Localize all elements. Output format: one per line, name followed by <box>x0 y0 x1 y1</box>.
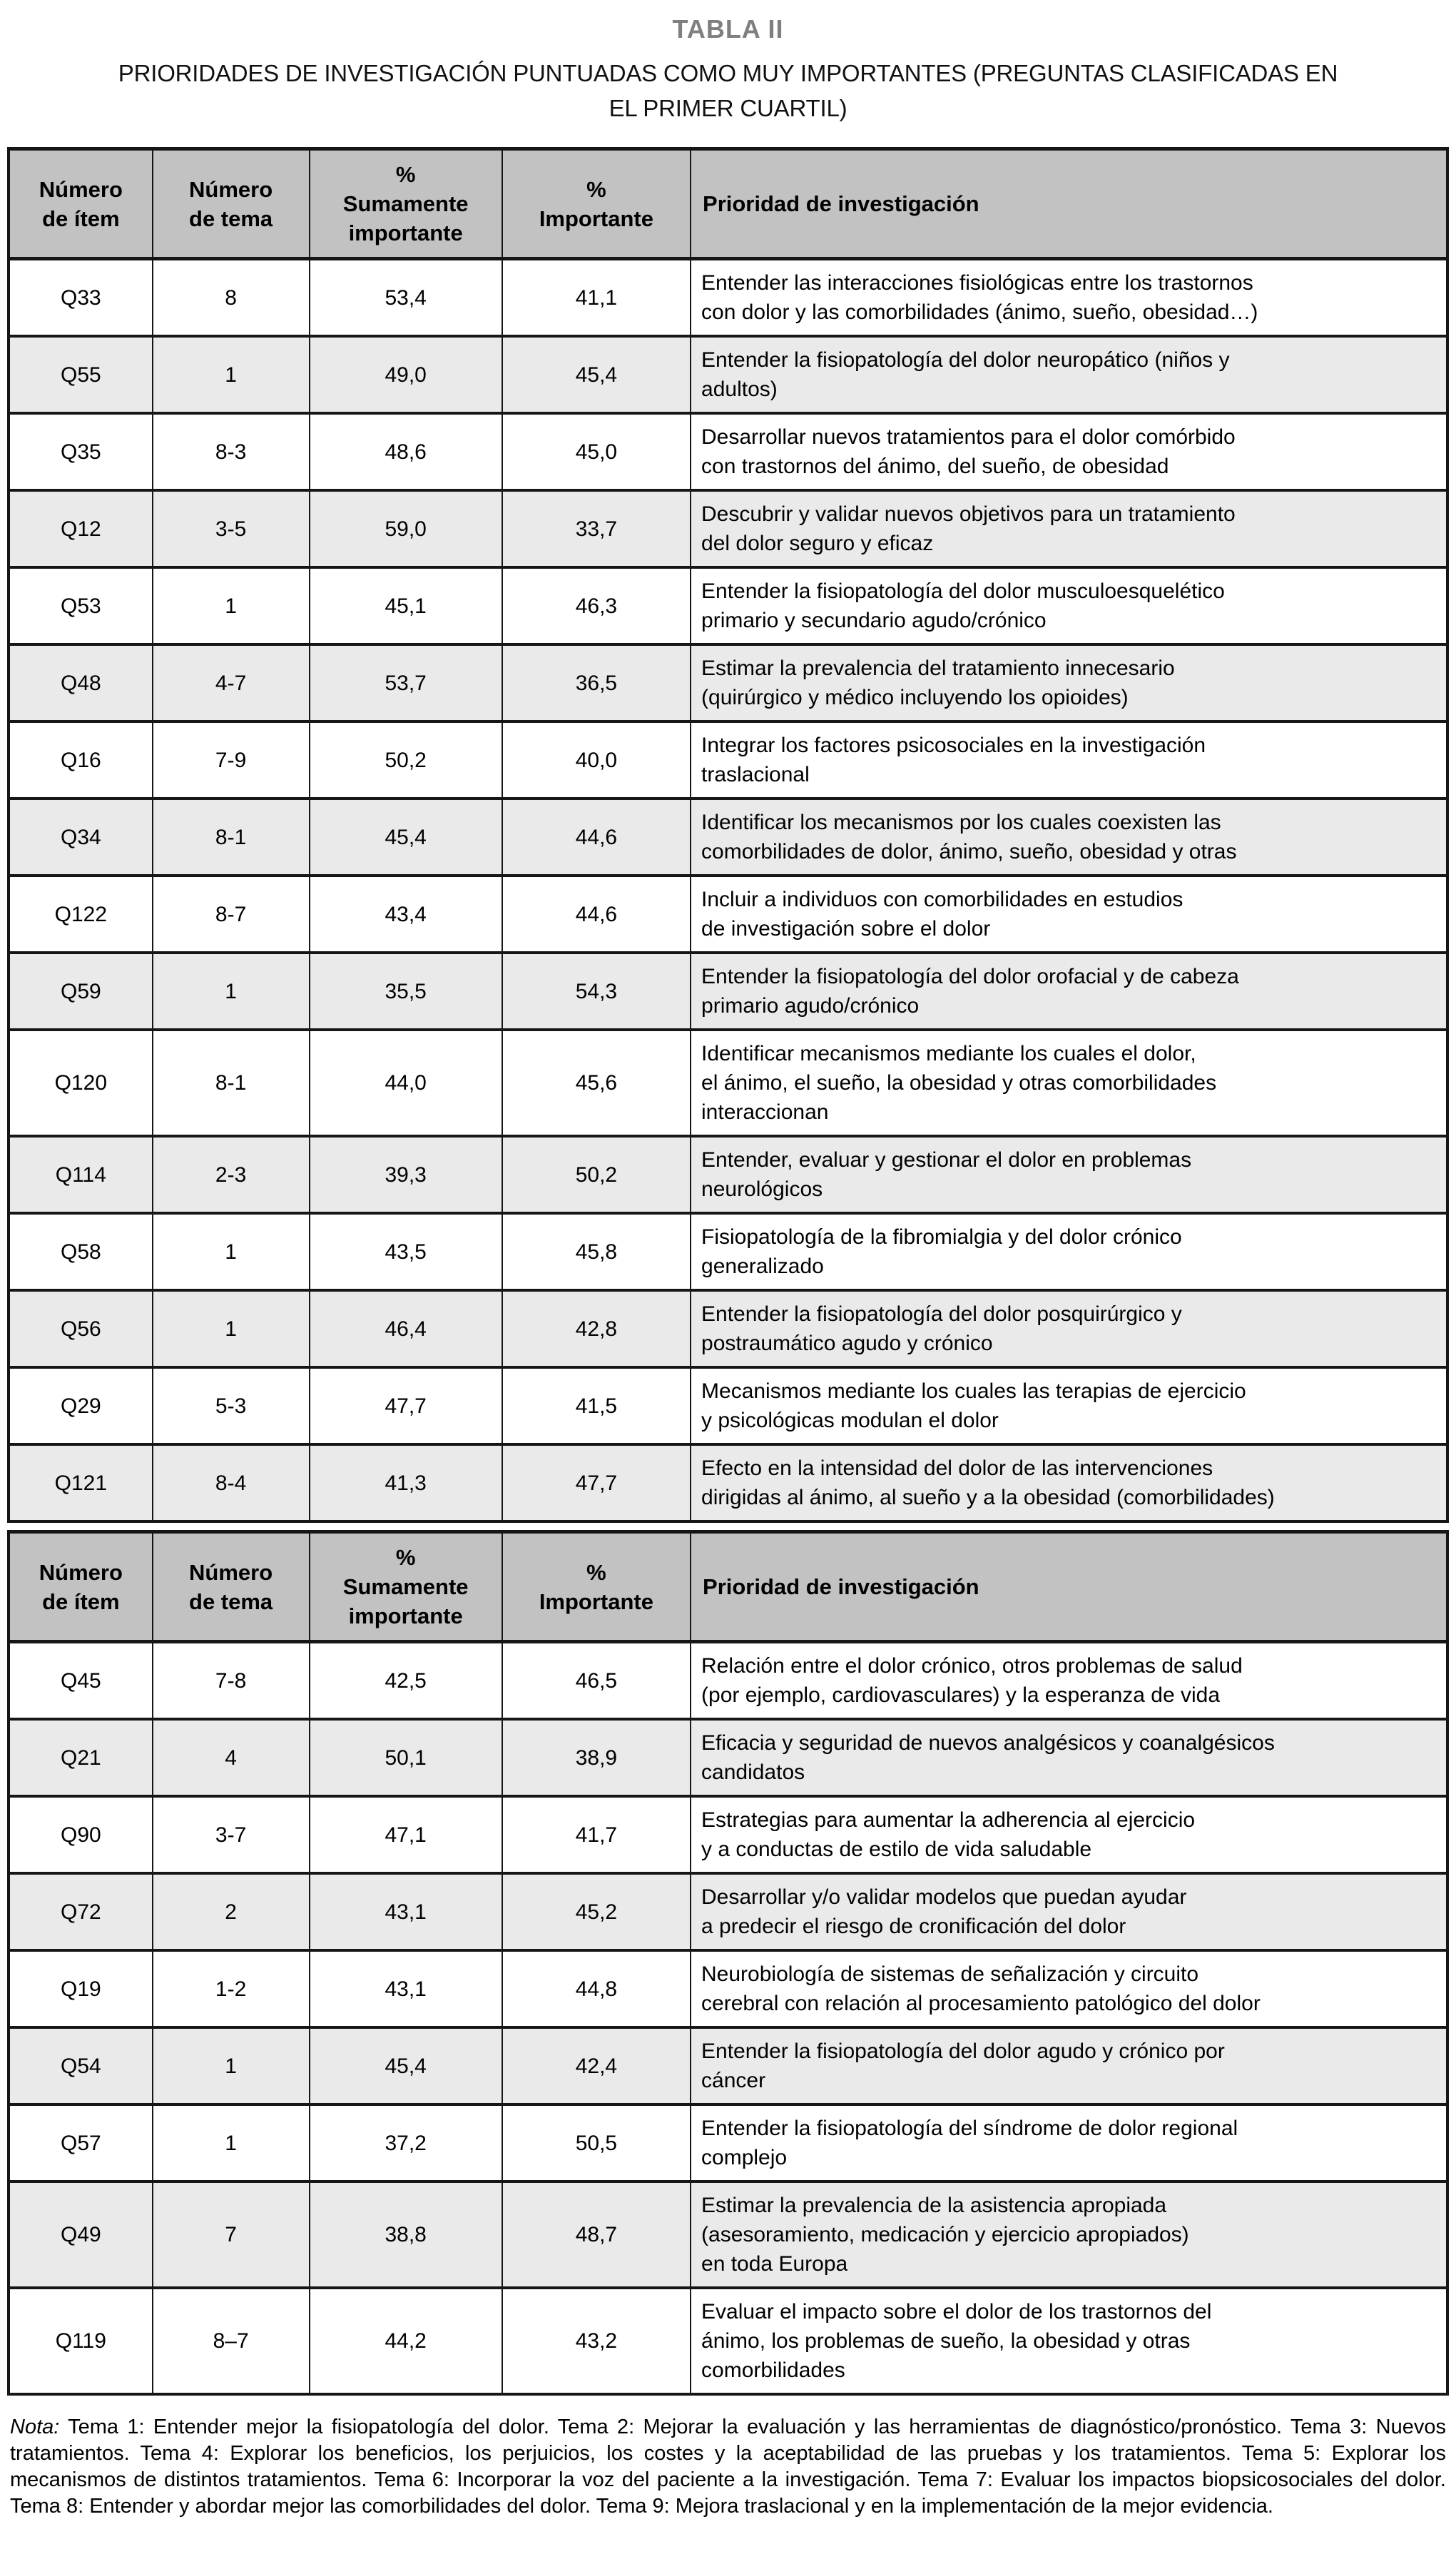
table-row <box>9 413 1447 490</box>
cell-numero-item: Q21 <box>9 1719 153 1796</box>
cell-pct-sumamente-importante: 43,1 <box>310 1873 502 1950</box>
cell-prioridad-investigacion: Incluir a individuos con comorbilidades en estudios de investigación sobre el dolor <box>691 876 1447 953</box>
cell-numero-tema: 1 <box>153 1290 310 1367</box>
header-prioridad-investigacion: Prioridad de investigación <box>691 149 1447 259</box>
cell-numero-item: Q29 <box>9 1367 153 1444</box>
priorities-table-part-1 <box>7 147 1449 1523</box>
cell-prioridad-investigacion: Desarrollar y/o validar modelos que puedan ayudar a predecir el riesgo de cronificación del dolor <box>691 1873 1447 1950</box>
cell-prioridad-investigacion: Descubrir y validar nuevos objetivos para un tratamiento del dolor seguro y eficaz <box>691 490 1447 567</box>
cell-pct-sumamente-importante: 41,3 <box>310 1444 502 1521</box>
cell-prioridad-investigacion: Entender la fisiopatología del síndrome de dolor regional complejo <box>691 2104 1447 2182</box>
cell-numero-item: Q33 <box>9 259 153 337</box>
table-row <box>9 1873 1447 1950</box>
footnote-text: Tema 1: Entender mejor la fisiopatología del dolor. Tema 2: Mejorar la evaluación y las herramientas de diagnóstico/pronóstico. Tema 3: Nuevos tratamientos. Tema 4: Explorar los beneficios, los perjuicios, los costes y la aceptabilidad de las pruebas y los tratamientos. Tema 5: Explorar los mecanismos de distintos tratamientos. Tema 6: Incorporar la voz del paciente a la investigación. Tema 7: Evaluar los impactos biopsicosociales del dolor. Tema 8: Entender y abordar mejor las comorbilidades del dolor. Tema 9: Mejora traslacional y en la implementación de la mejor evidencia. <box>10 2416 1446 2518</box>
cell-prioridad-investigacion: Identificar los mecanismos por los cuales coexisten las comorbilidades de dolor, ánimo, sueño, obesidad y otras <box>691 799 1447 876</box>
cell-numero-tema: 1 <box>153 2104 310 2182</box>
header-numero-tema: Número de tema <box>153 149 310 259</box>
cell-numero-item: Q120 <box>9 1030 153 1136</box>
cell-prioridad-investigacion: Eficacia y seguridad de nuevos analgésicos y coanalgésicos candidatos <box>691 1719 1447 1796</box>
cell-numero-tema: 4-7 <box>153 644 310 721</box>
priorities-table-part-2 <box>7 1530 1449 2396</box>
cell-pct-importante: 47,7 <box>502 1444 691 1521</box>
cell-numero-item: Q114 <box>9 1136 153 1213</box>
header-pct-sumamente-importante: % Sumamente importante <box>310 149 502 259</box>
cell-pct-importante: 50,5 <box>502 2104 691 2182</box>
cell-numero-item: Q59 <box>9 953 153 1030</box>
header-prioridad-investigacion: Prioridad de investigación <box>691 1532 1447 1642</box>
cell-pct-importante: 41,7 <box>502 1796 691 1873</box>
cell-pct-sumamente-importante: 53,7 <box>310 644 502 721</box>
cell-pct-sumamente-importante: 45,4 <box>310 799 502 876</box>
cell-numero-tema: 8-7 <box>153 876 310 953</box>
cell-pct-sumamente-importante: 44,2 <box>310 2288 502 2394</box>
cell-pct-importante: 36,5 <box>502 644 691 721</box>
cell-numero-item: Q45 <box>9 1642 153 1720</box>
cell-pct-importante: 38,9 <box>502 1719 691 1796</box>
cell-pct-sumamente-importante: 38,8 <box>310 2182 502 2288</box>
header-pct-sumamente-importante: % Sumamente importante <box>310 1532 502 1642</box>
cell-pct-importante: 45,2 <box>502 1873 691 1950</box>
table-row <box>9 1136 1447 1213</box>
table-row <box>9 1796 1447 1873</box>
cell-prioridad-investigacion: Entender la fisiopatología del dolor posquirúrgico y postraumático agudo y crónico <box>691 1290 1447 1367</box>
cell-pct-importante: 44,6 <box>502 799 691 876</box>
cell-pct-importante: 45,0 <box>502 413 691 490</box>
cell-pct-importante: 44,8 <box>502 1950 691 2027</box>
cell-prioridad-investigacion: Entender la fisiopatología del dolor musculoesquelético primario y secundario agudo/crónico <box>691 567 1447 644</box>
table-row <box>9 567 1447 644</box>
table-row <box>9 336 1447 413</box>
table-title: TABLA II <box>672 14 784 44</box>
header-pct-importante: % Importante <box>502 1532 691 1642</box>
cell-prioridad-investigacion: Mecanismos mediante los cuales las terapias de ejercicio y psicológicas modulan el dolor <box>691 1367 1447 1444</box>
cell-prioridad-investigacion: Desarrollar nuevos tratamientos para el dolor comórbido con trastornos del ánimo, del sueño, de obesidad <box>691 413 1447 490</box>
header-pct-importante: % Importante <box>502 149 691 259</box>
cell-numero-item: Q35 <box>9 413 153 490</box>
cell-numero-tema: 8 <box>153 259 310 337</box>
cell-prioridad-investigacion: Efecto en la intensidad del dolor de las intervenciones dirigidas al ánimo, al sueño y a la obesidad (comorbilidades) <box>691 1444 1447 1521</box>
table-row <box>9 1367 1447 1444</box>
cell-numero-item: Q48 <box>9 644 153 721</box>
cell-prioridad-investigacion: Identificar mecanismos mediante los cuales el dolor, el ánimo, el sueño, la obesidad y otras comorbilidades interaccionan <box>691 1030 1447 1136</box>
cell-pct-sumamente-importante: 50,1 <box>310 1719 502 1796</box>
cell-numero-tema: 2 <box>153 1873 310 1950</box>
table-row <box>9 1950 1447 2027</box>
cell-pct-sumamente-importante: 44,0 <box>310 1030 502 1136</box>
cell-numero-tema: 2-3 <box>153 1136 310 1213</box>
cell-pct-sumamente-importante: 46,4 <box>310 1290 502 1367</box>
cell-numero-tema: 4 <box>153 1719 310 1796</box>
table-row <box>9 644 1447 721</box>
cell-numero-tema: 8–7 <box>153 2288 310 2394</box>
table-row <box>9 1444 1447 1521</box>
cell-pct-sumamente-importante: 47,7 <box>310 1367 502 1444</box>
cell-pct-importante: 42,8 <box>502 1290 691 1367</box>
header-numero-item: Número de ítem <box>9 149 153 259</box>
cell-prioridad-investigacion: Estrategias para aumentar la adherencia al ejercicio y a conductas de estilo de vida saludable <box>691 1796 1447 1873</box>
cell-prioridad-investigacion: Estimar la prevalencia de la asistencia apropiada (asesoramiento, medicación y ejercicio apropiados) en toda Europa <box>691 2182 1447 2288</box>
cell-pct-sumamente-importante: 47,1 <box>310 1796 502 1873</box>
cell-numero-item: Q121 <box>9 1444 153 1521</box>
footnote-label: Nota: <box>10 2416 60 2438</box>
cell-prioridad-investigacion: Neurobiología de sistemas de señalización y circuito cerebral con relación al procesamiento patológico del dolor <box>691 1950 1447 2027</box>
cell-numero-item: Q122 <box>9 876 153 953</box>
table-subtitle: PRIORIDADES DE INVESTIGACIÓN PUNTUADAS COMO MUY IMPORTANTES (PREGUNTAS CLASIFICADAS EN EL PRIMER CUARTIL) <box>118 60 1338 121</box>
cell-pct-importante: 46,5 <box>502 1642 691 1720</box>
cell-numero-item: Q58 <box>9 1213 153 1290</box>
cell-numero-item: Q119 <box>9 2288 153 2394</box>
cell-prioridad-investigacion: Integrar los factores psicosociales en la investigación traslacional <box>691 721 1447 799</box>
cell-numero-tema: 3-7 <box>153 1796 310 1873</box>
cell-prioridad-investigacion: Fisiopatología de la fibromialgia y del dolor crónico generalizado <box>691 1213 1447 1290</box>
table-row <box>9 1642 1447 1720</box>
table-row <box>9 2288 1447 2394</box>
cell-numero-tema: 8-1 <box>153 1030 310 1136</box>
cell-pct-importante: 42,4 <box>502 2027 691 2104</box>
cell-pct-sumamente-importante: 45,1 <box>310 567 502 644</box>
cell-numero-item: Q72 <box>9 1873 153 1950</box>
cell-numero-tema: 3-5 <box>153 490 310 567</box>
cell-pct-sumamente-importante: 35,5 <box>310 953 502 1030</box>
cell-numero-tema: 8-3 <box>153 413 310 490</box>
cell-pct-importante: 50,2 <box>502 1136 691 1213</box>
cell-numero-item: Q53 <box>9 567 153 644</box>
header-numero-tema: Número de tema <box>153 1532 310 1642</box>
cell-prioridad-investigacion: Relación entre el dolor crónico, otros problemas de salud (por ejemplo, cardiovasculares) y la esperanza de vida <box>691 1642 1447 1720</box>
cell-numero-item: Q57 <box>9 2104 153 2182</box>
cell-pct-importante: 44,6 <box>502 876 691 953</box>
table-row <box>9 259 1447 337</box>
cell-numero-item: Q12 <box>9 490 153 567</box>
cell-numero-tema: 1 <box>153 567 310 644</box>
cell-numero-tema: 1 <box>153 336 310 413</box>
table-row <box>9 1290 1447 1367</box>
cell-numero-tema: 7 <box>153 2182 310 2288</box>
cell-numero-item: Q49 <box>9 2182 153 2288</box>
table-row <box>9 2104 1447 2182</box>
cell-pct-importante: 41,1 <box>502 259 691 337</box>
cell-numero-item: Q34 <box>9 799 153 876</box>
cell-numero-item: Q56 <box>9 1290 153 1367</box>
cell-pct-sumamente-importante: 43,5 <box>310 1213 502 1290</box>
cell-prioridad-investigacion: Entender la fisiopatología del dolor orofacial y de cabeza primario agudo/crónico <box>691 953 1447 1030</box>
header-row <box>9 1532 1447 1642</box>
cell-prioridad-investigacion: Estimar la prevalencia del tratamiento innecesario (quirúrgico y médico incluyendo los opioides) <box>691 644 1447 721</box>
cell-numero-item: Q54 <box>9 2027 153 2104</box>
cell-numero-tema: 1 <box>153 1213 310 1290</box>
cell-pct-importante: 45,6 <box>502 1030 691 1136</box>
cell-prioridad-investigacion: Entender, evaluar y gestionar el dolor en problemas neurológicos <box>691 1136 1447 1213</box>
cell-numero-tema: 1 <box>153 953 310 1030</box>
cell-pct-importante: 41,5 <box>502 1367 691 1444</box>
header-numero-item: Número de ítem <box>9 1532 153 1642</box>
table-row <box>9 799 1447 876</box>
cell-prioridad-investigacion: Entender las interacciones fisiológicas entre los trastornos con dolor y las comorbilidades (ánimo, sueño, obesidad…) <box>691 259 1447 337</box>
cell-numero-tema: 1-2 <box>153 1950 310 2027</box>
cell-pct-importante: 45,8 <box>502 1213 691 1290</box>
cell-pct-importante: 54,3 <box>502 953 691 1030</box>
cell-pct-sumamente-importante: 53,4 <box>310 259 502 337</box>
table-row <box>9 876 1447 953</box>
cell-pct-sumamente-importante: 42,5 <box>310 1642 502 1720</box>
cell-pct-importante: 40,0 <box>502 721 691 799</box>
table-body-section-1 <box>9 259 1447 1522</box>
table-body-section-2 <box>9 1642 1447 2395</box>
cell-prioridad-investigacion: Entender la fisiopatología del dolor agudo y crónico por cáncer <box>691 2027 1447 2104</box>
cell-pct-sumamente-importante: 59,0 <box>310 490 502 567</box>
cell-prioridad-investigacion: Evaluar el impacto sobre el dolor de los trastornos del ánimo, los problemas de sueño, la obesidad y otras comorbilidades <box>691 2288 1447 2394</box>
cell-pct-importante: 48,7 <box>502 2182 691 2288</box>
table-row <box>9 2182 1447 2288</box>
footnote <box>10 2414 1446 2520</box>
cell-numero-tema: 8-4 <box>153 1444 310 1521</box>
table-row <box>9 1213 1447 1290</box>
cell-numero-tema: 8-1 <box>153 799 310 876</box>
cell-pct-sumamente-importante: 43,1 <box>310 1950 502 2027</box>
cell-numero-item: Q55 <box>9 336 153 413</box>
table-row <box>9 953 1447 1030</box>
cell-pct-sumamente-importante: 37,2 <box>310 2104 502 2182</box>
cell-numero-tema: 1 <box>153 2027 310 2104</box>
table-row <box>9 721 1447 799</box>
cell-prioridad-investigacion: Entender la fisiopatología del dolor neuropático (niños y adultos) <box>691 336 1447 413</box>
cell-numero-tema: 5-3 <box>153 1367 310 1444</box>
table-row <box>9 490 1447 567</box>
cell-pct-sumamente-importante: 45,4 <box>310 2027 502 2104</box>
cell-pct-sumamente-importante: 39,3 <box>310 1136 502 1213</box>
cell-pct-sumamente-importante: 48,6 <box>310 413 502 490</box>
cell-pct-importante: 43,2 <box>502 2288 691 2394</box>
cell-numero-tema: 7-9 <box>153 721 310 799</box>
cell-numero-tema: 7-8 <box>153 1642 310 1720</box>
cell-pct-importante: 45,4 <box>502 336 691 413</box>
cell-numero-item: Q19 <box>9 1950 153 2027</box>
cell-pct-importante: 46,3 <box>502 567 691 644</box>
table-row <box>9 2027 1447 2104</box>
cell-pct-importante: 33,7 <box>502 490 691 567</box>
table-row <box>9 1719 1447 1796</box>
cell-pct-sumamente-importante: 49,0 <box>310 336 502 413</box>
header-row <box>9 149 1447 259</box>
table-row <box>9 1030 1447 1136</box>
cell-numero-item: Q16 <box>9 721 153 799</box>
cell-numero-item: Q90 <box>9 1796 153 1873</box>
cell-pct-sumamente-importante: 50,2 <box>310 721 502 799</box>
cell-pct-sumamente-importante: 43,4 <box>310 876 502 953</box>
